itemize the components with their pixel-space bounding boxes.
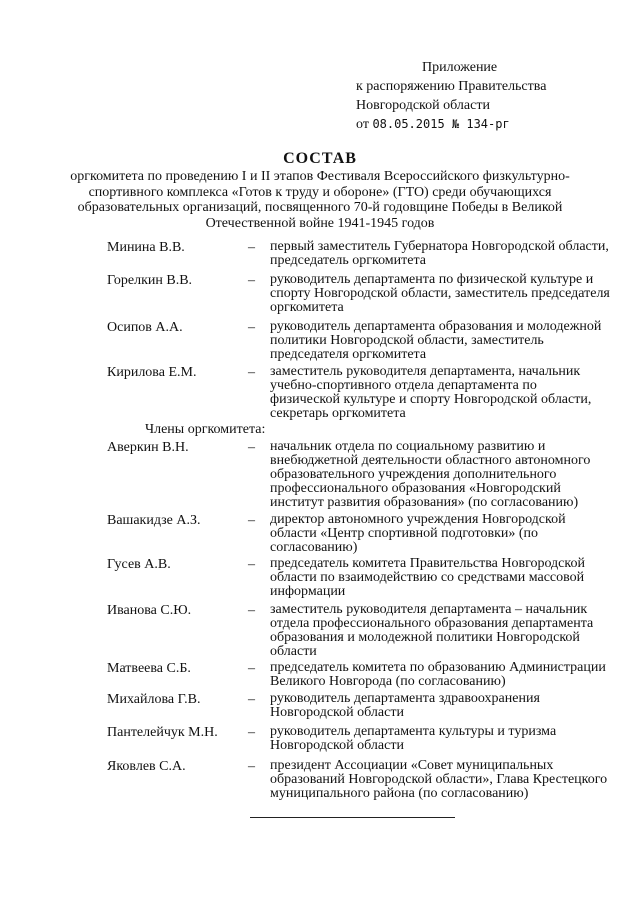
appendix-date-line — [356, 115, 626, 134]
person-role: руководитель департамента здравоохранения Новгородской области — [270, 691, 540, 720]
date-prefix: от — [356, 117, 369, 132]
person-name: Вашакидзе А.З. — [107, 513, 201, 528]
appendix-header — [356, 58, 626, 134]
person-role: заместитель руководителя департамента, начальник учебно-спортивного отдела департамента по физической культуре и спорту Новгородской области, секретарь оргкомитета — [270, 364, 592, 421]
person-name: Гусев А.В. — [107, 557, 171, 572]
person-name: Иванова С.Ю. — [107, 603, 192, 618]
dash: – — [248, 725, 255, 740]
dash: – — [248, 692, 255, 707]
appendix-region-line: Новгородской области — [356, 98, 490, 113]
person-role: руководитель департамента по физической культуре и спорту Новгородской области, заместитель председателя оргкомитета — [270, 272, 610, 315]
person-role: руководитель департамента культуры и туризма Новгородской области — [270, 724, 557, 753]
person-role: первый заместитель Губернатора Новгородской области, председатель оргкомитета — [270, 239, 609, 268]
person-role: председатель комитета Правительства Новгородской области по взаимодействию со средствами массовой информации — [270, 556, 585, 599]
person-name: Яковлев С.А. — [107, 759, 186, 774]
members-label: Члены оргкомитета: — [145, 422, 266, 437]
person-name: Матвеева С.Б. — [107, 661, 191, 676]
person-role: директор автономного учреждения Новгородской области «Центр спортивной подготовки» (по согласованию) — [270, 512, 566, 555]
appendix-order-line: к распоряжению Правительства — [356, 79, 547, 94]
person-role: председатель комитета по образованию Администрации Великого Новгорода (по согласованию) — [270, 660, 606, 689]
person-name: Михайлова Г.В. — [107, 692, 201, 707]
dash: – — [248, 273, 255, 288]
dash: – — [248, 661, 255, 676]
order-date-number: 08.05.2015 № 134-рг — [372, 117, 510, 131]
dash: – — [248, 513, 255, 528]
dash: – — [248, 557, 255, 572]
person-name: Пантелейчук М.Н. — [107, 725, 218, 740]
document-title: СОСТАВ — [283, 150, 357, 167]
person-role: начальник отдела по социальному развитию и внебюджетной деятельности областного автономного образовательного учреждения дополнительного профессионального образования «Новгородский институт развития образования» (по согласованию) — [270, 439, 591, 510]
appendix-label: Приложение — [422, 60, 498, 75]
dash: – — [248, 440, 255, 455]
document-subtitle: оргкомитета по проведению I и II этапов Фестиваля Всероссийского физкультурно-спортивного комплекса «Готов к труду и обороне» (ГТО) среди обучающихся образовательных организаций, посвященного 70-й годовщине Победы в Великой Отечественной войне 1941-1945 годов — [70, 169, 570, 231]
person-role: руководитель департамента образования и молодежной политики Новгородской области, заместитель председателя оргкомитета — [270, 319, 602, 362]
dash: – — [248, 603, 255, 618]
person-name: Осипов А.А. — [107, 320, 183, 335]
person-name: Аверкин В.Н. — [107, 440, 189, 455]
dash: – — [248, 759, 255, 774]
dash: – — [248, 365, 255, 380]
person-role: президент Ассоциации «Совет муниципальных образований Новгородской области», Глава Крестецкого муниципального района (по согласованию) — [270, 758, 608, 801]
person-name: Минина В.В. — [107, 240, 185, 255]
person-role: заместитель руководителя департамента – начальник отдела профессионального образования департамента образования и молодежной политики Новгородской области — [270, 602, 594, 659]
closing-rule — [250, 817, 455, 818]
person-name: Горелкин В.В. — [107, 273, 193, 288]
dash: – — [248, 240, 255, 255]
person-name: Кирилова Е.М. — [107, 365, 197, 380]
dash: – — [248, 320, 255, 335]
